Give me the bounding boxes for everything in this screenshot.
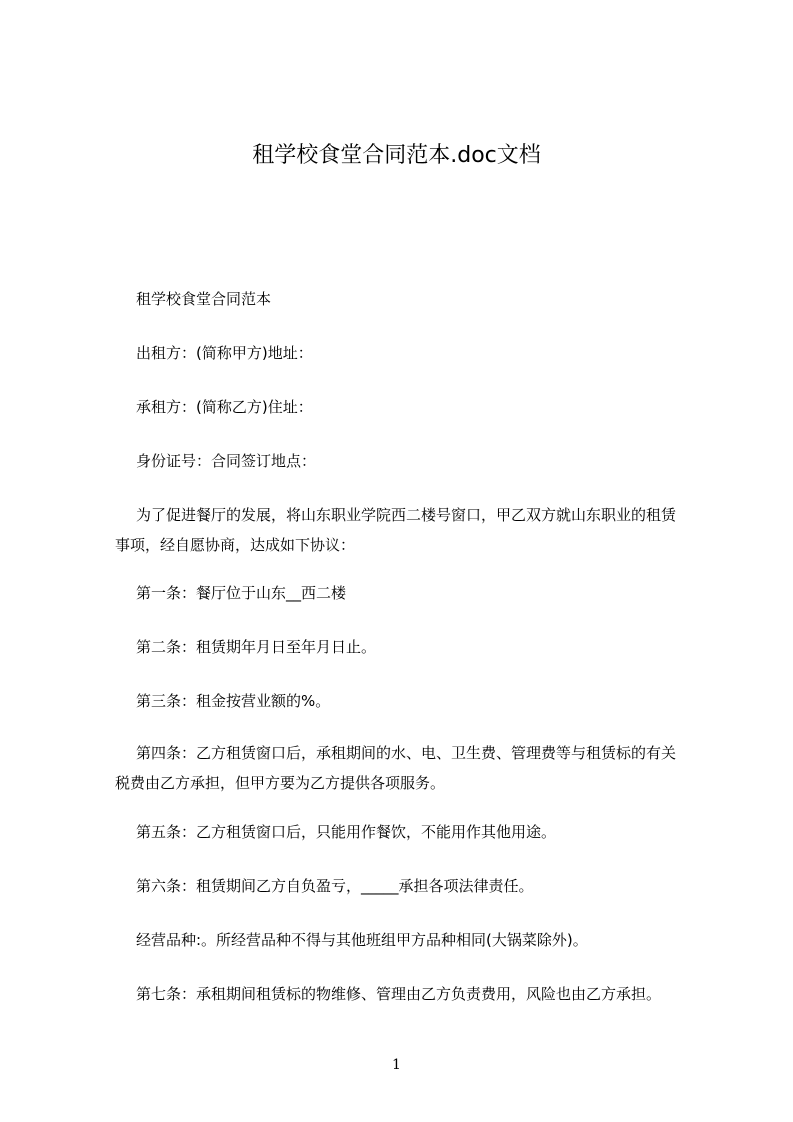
paragraph-preamble: 为了促进餐厅的发展，将山东职业学院西二楼号窗口，甲乙双方就山东职业的租赁事项，经自愿协商，达成如下协议： <box>115 506 677 554</box>
paragraph-article-3: 第三条：租金按营业额的%。 <box>136 692 331 710</box>
paragraph-article-6: 第六条：租赁期间乙方自负盈亏，_____承担各项法律责任。 <box>136 877 534 895</box>
paragraph-article-1: 第一条：餐厅位于山东__西二楼 <box>136 584 347 602</box>
paragraph-lessor: 出租方：(简称甲方)地址： <box>136 344 313 362</box>
paragraph-heading: 租学校食堂合同范本 <box>136 290 272 308</box>
paragraph-id-number: 身份证号：合同签订地点： <box>136 452 317 470</box>
page-number: 1 <box>392 1057 401 1073</box>
paragraph-article-4: 第四条：乙方租赁窗口后，承租期间的水、电、卫生费、管理费等与租赁标的有关税费由乙方承担，但甲方要为乙方提供各项服务。 <box>115 744 677 792</box>
paragraph-business-items: 经营品种:。所经营品种不得与其他班组甲方品种相同(大锅菜除外)。 <box>136 931 588 949</box>
paragraph-article-5: 第五条：乙方租赁窗口后，只能用作餐饮，不能用作其他用途。 <box>136 823 557 841</box>
paragraph-article-2: 第二条：租赁期年月日至年月日止。 <box>136 638 377 656</box>
document-title: 租学校食堂合同范本.doc文档 <box>252 143 541 168</box>
paragraph-article-7: 第七条：承租期间租赁标的物维修、管理由乙方负责费用，风险也由乙方承担。 <box>136 985 662 1003</box>
paragraph-lessee: 承租方：(简称乙方)住址： <box>136 398 313 416</box>
